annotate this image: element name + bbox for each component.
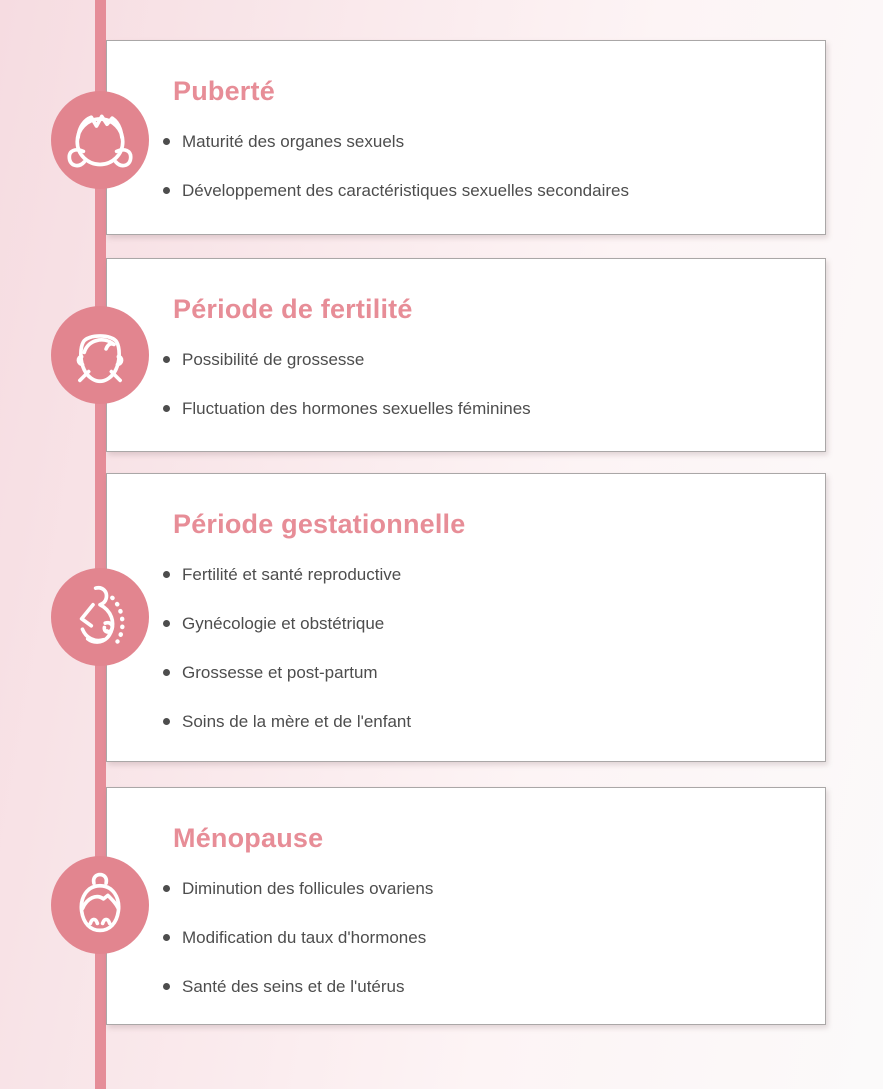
timeline-node xyxy=(51,306,149,404)
bullet-list xyxy=(107,335,825,433)
bullet-item xyxy=(163,166,825,215)
bullet-text: Soins de la mère et de l'enfant xyxy=(182,711,412,731)
elderly-woman-icon xyxy=(58,863,142,947)
bullet-text: Maturité des organes sexuels xyxy=(182,131,405,151)
bullet-item xyxy=(163,648,825,697)
bullet-item xyxy=(163,962,825,1011)
bullet-text: Santé des seins et de l'utérus xyxy=(182,976,405,996)
bullet-text: Développement des caractéristiques sexuelles secondaires xyxy=(182,180,629,200)
woman-face-icon xyxy=(58,313,142,397)
bullet-list xyxy=(107,117,825,215)
bullet-dot-icon xyxy=(163,983,170,990)
bullet-dot-icon xyxy=(163,405,170,412)
bullet-item xyxy=(163,117,825,166)
bullet-text: Grossesse et post-partum xyxy=(182,662,378,682)
bullet-item xyxy=(163,550,825,599)
section-title: Ménopause xyxy=(173,823,324,853)
girl-face-icon xyxy=(58,98,142,182)
bullet-dot-icon xyxy=(163,571,170,578)
bullet-dot-icon xyxy=(163,718,170,725)
bullet-text: Fertilité et santé reproductive xyxy=(182,564,402,584)
section-card xyxy=(106,473,826,762)
bullet-dot-icon xyxy=(163,187,170,194)
timeline-node xyxy=(51,568,149,666)
section-card xyxy=(106,787,826,1025)
bullet-text: Diminution des follicules ovariens xyxy=(182,878,434,898)
bullet-dot-icon xyxy=(163,934,170,941)
bullet-item xyxy=(163,384,825,433)
bullet-dot-icon xyxy=(163,885,170,892)
bullet-text: Gynécologie et obstétrique xyxy=(182,613,385,633)
bullet-item xyxy=(163,697,825,746)
timeline-node xyxy=(51,856,149,954)
bullet-dot-icon xyxy=(163,669,170,676)
section-card xyxy=(106,258,826,452)
bullet-item xyxy=(163,864,825,913)
bullet-list xyxy=(107,550,825,746)
bullet-dot-icon xyxy=(163,620,170,627)
section-card xyxy=(106,40,826,235)
bullet-item xyxy=(163,335,825,384)
bullet-list xyxy=(107,864,825,1011)
bullet-dot-icon xyxy=(163,138,170,145)
section-title: Période gestationnelle xyxy=(173,509,466,539)
bullet-item xyxy=(163,599,825,648)
bullet-dot-icon xyxy=(163,356,170,363)
bullet-text: Modification du taux d'hormones xyxy=(182,927,427,947)
bullet-text: Possibilité de grossesse xyxy=(182,349,365,369)
bullet-item xyxy=(163,913,825,962)
section-title: Période de fertilité xyxy=(173,294,413,324)
bullet-text: Fluctuation des hormones sexuelles féminines xyxy=(182,398,531,418)
pregnant-woman-icon xyxy=(58,575,142,659)
timeline-node xyxy=(51,91,149,189)
section-title: Puberté xyxy=(173,76,275,106)
